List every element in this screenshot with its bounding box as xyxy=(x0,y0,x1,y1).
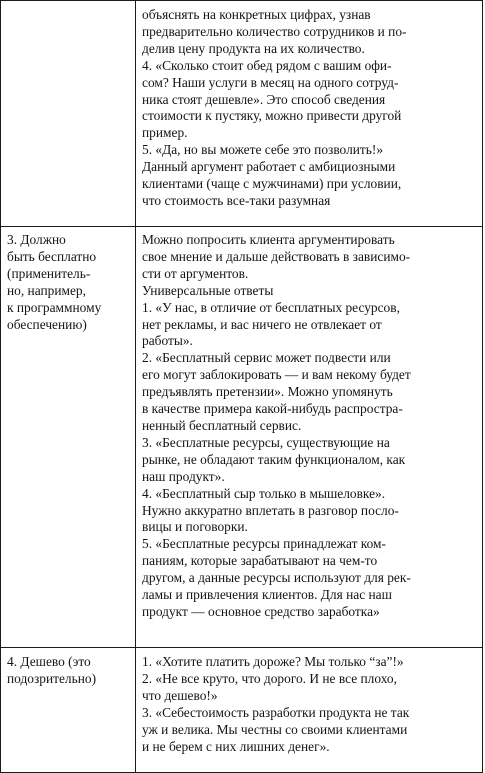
table-row xyxy=(1,1,483,227)
text-line: подозрительно) xyxy=(7,670,97,686)
text-line: 4. «Сколько стоит обед рядом с вашим офи- xyxy=(142,57,392,73)
text-line: клиентами (чаще с мужчинами) при условии, xyxy=(142,176,402,192)
text-line: 5. «Бесплатные ресурсы принадлежат ком- xyxy=(142,536,386,552)
text-line: вицы и поговорки. xyxy=(142,519,248,535)
text-line: пример. xyxy=(142,125,188,141)
text-line: объяснять на конкретных цифрах, узнав xyxy=(142,7,371,22)
text-line: и не берем с них лишних денег». xyxy=(142,738,330,754)
text-line: рынке, не обладают таким функционалом, как xyxy=(142,451,406,467)
text-line: Универсальные ответы xyxy=(142,282,274,298)
text-line: 5. «Да, но вы можете себе это позволить!» xyxy=(142,142,384,158)
text-line: другом, а данные ресурсы используют для рек- xyxy=(142,570,411,586)
text-line: стоимости к пустяку, можно привести другой xyxy=(142,108,402,124)
text-line: работы». xyxy=(142,333,193,349)
objection-cell xyxy=(1,648,136,773)
objection-cell xyxy=(1,1,136,227)
text-line: сом? Наши услуги в месяц на одного сотруд- xyxy=(142,74,399,90)
table-row xyxy=(1,648,483,773)
text-line: Можно попросить клиента аргументировать xyxy=(142,232,395,247)
text-line: свое мнение и дальше действовать в зависимо- xyxy=(142,248,411,264)
text-line: нет рекламы, и вас ничего не отвлекает от xyxy=(142,316,382,332)
text-line: 2. «Бесплатный сервис может подвести или xyxy=(142,350,391,366)
text-line: его могут заблокировать — и вам некому будет xyxy=(142,367,411,383)
text-line: 1. «У нас, в отличие от бесплатных ресурсов, xyxy=(142,299,400,315)
text-line: 2. «Не все круто, что дорого. И не все плохо, xyxy=(142,670,397,686)
text-line: 4. Дешево (это xyxy=(7,654,91,669)
text-line: но, например, xyxy=(7,282,86,298)
text-line: ника стоят дешевле». Это способ сведения xyxy=(142,91,386,107)
text-line: сти от аргументов. xyxy=(142,265,249,281)
text-line: ненный бесплатный сервис. xyxy=(142,417,302,433)
text-line: обеспечению) xyxy=(7,316,87,332)
text-line: в качестве примера какой-нибудь распростра- xyxy=(142,401,403,417)
objection-cell xyxy=(1,227,136,648)
text-line: делив цену продукта на их количество. xyxy=(142,40,365,56)
text-line: предварительно количество сотрудников и по- xyxy=(142,23,407,39)
text-line: 3. Должно xyxy=(7,232,66,247)
text-line: (применитель- xyxy=(7,265,91,281)
response-cell xyxy=(136,227,483,648)
table-row xyxy=(1,227,483,648)
text-line: 3. «Бесплатные ресурсы, существующие на xyxy=(142,434,390,450)
text-line: к программному xyxy=(7,299,102,315)
text-line: что дешево!» xyxy=(142,687,218,703)
response-cell xyxy=(136,648,483,773)
text-line: паниям, которые зарабатывают на чем-то xyxy=(142,553,378,569)
response-cell xyxy=(136,1,483,227)
text-line: Нужно аккуратно вплетать в разговор посло- xyxy=(142,502,399,518)
text-line: 3. «Себестоимость разработки продукта не так xyxy=(142,704,410,720)
text-line: быть бесплатно xyxy=(7,248,97,264)
text-line: что стоимость все-таки разумная xyxy=(142,192,331,208)
text-line: 4. «Бесплатный сыр только в мышеловке». xyxy=(142,485,386,501)
text-line: уж и велика. Мы честны со своими клиентами xyxy=(142,721,408,737)
text-line: 1. «Хотите платить дороже? Мы только “за”!» xyxy=(142,654,404,669)
text-line: Данный аргумент работает с амбициозными xyxy=(142,159,396,175)
text-line: предъявлять претензии». Можно упомянуть xyxy=(142,384,393,400)
text-line: ламы и привлечения клиентов. Для нас наш xyxy=(142,587,392,603)
text-line: продукт — основное средство заработка» xyxy=(142,603,380,619)
text-line: наш продукт». xyxy=(142,468,225,484)
